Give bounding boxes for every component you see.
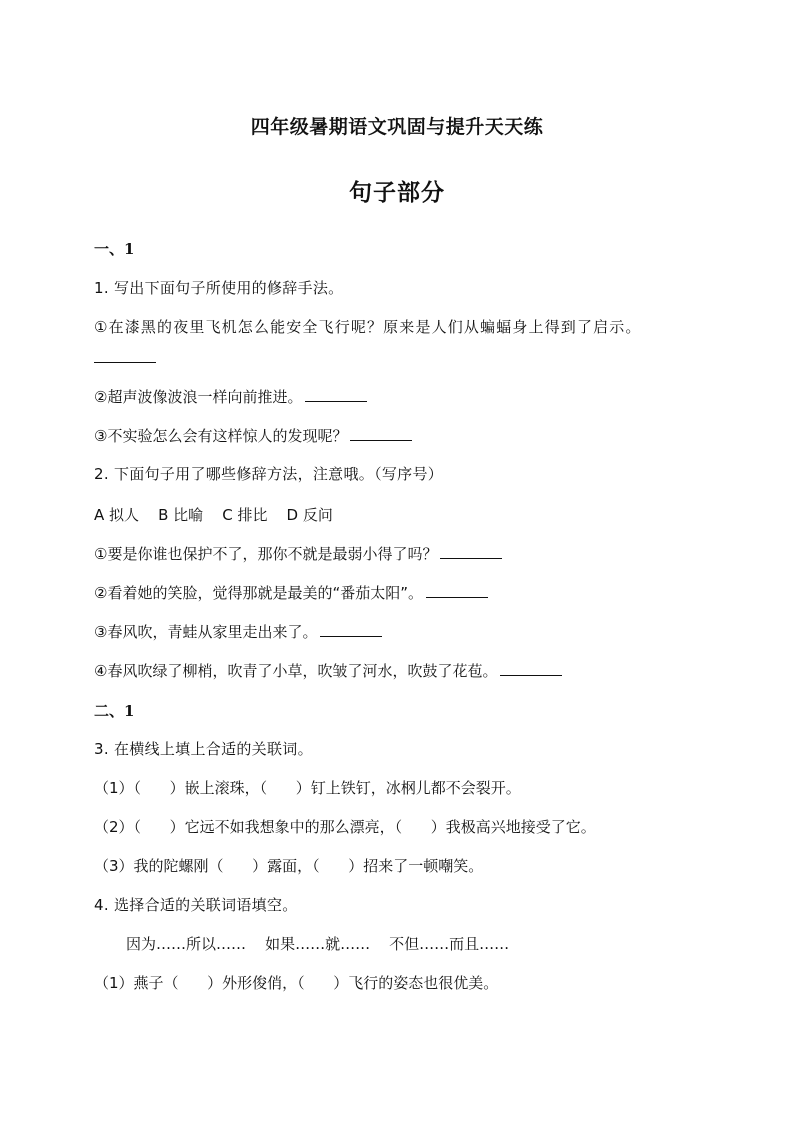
question-2-item-1: ①要是你谁也保护不了，那你不就是最弱小得了吗？ — [94, 545, 438, 563]
question-1-item-3: ③不实验怎么会有这样惊人的发现呢？ — [94, 427, 348, 445]
question-3-item-2: （2）（ ）它远不如我想象中的那么漂亮，（ ）我极高兴地接受了它。 — [94, 818, 596, 836]
section-heading-one: 一、1 — [94, 240, 135, 258]
question-3-item-3: （3）我的陀螺刚（ ）露面，（ ）招来了一顿嘲笑。 — [94, 857, 484, 875]
question-1-item-2-row — [94, 387, 367, 407]
answer-blank-q2-2[interactable] — [426, 583, 488, 598]
question-1-stem: 1. 写出下面句子所使用的修辞手法。 — [94, 279, 344, 297]
question-1-item-3-row — [94, 426, 412, 446]
question-4-options: 因为……所以…… 如果……就…… 不但……而且…… — [126, 935, 510, 953]
question-1-item-2: ②超声波像波浪一样向前推进。 — [94, 388, 303, 406]
question-2-item-2-row — [94, 583, 488, 603]
question-3-stem: 3. 在横线上填上合适的关联词。 — [94, 740, 313, 758]
answer-blank-q1-1[interactable] — [94, 348, 156, 368]
question-1-item-1: ①在漆黑的夜里飞机怎么能安全飞行呢？原来是人们从蝙蝠身上得到了启示。 — [94, 318, 642, 336]
answer-blank-q2-1[interactable] — [440, 544, 502, 559]
question-2-stem: 2. 下面句子用了哪些修辞方法，注意哦。（写序号） — [94, 465, 444, 483]
answer-blank-q2-3[interactable] — [320, 622, 382, 637]
question-2-item-1-row — [94, 544, 502, 564]
section-heading-two: 二、1 — [94, 702, 135, 720]
question-2-options: A 拟人 B 比喻 C 排比 D 反问 — [94, 506, 333, 524]
question-2-item-3-row — [94, 622, 382, 642]
answer-blank-q1-3[interactable] — [350, 426, 412, 441]
section-subtitle: 句子部分 — [349, 179, 445, 206]
question-2-item-2: ②看着她的笑脸，觉得那就是最美的“番茄太阳”。 — [94, 584, 423, 602]
question-4-stem: 4. 选择合适的关联词语填空。 — [94, 896, 298, 914]
question-4-item-1: （1）燕子（ ）外形俊俏，（ ）飞行的姿态也很优美。 — [94, 974, 499, 992]
question-2-item-4: ④春风吹绿了柳梢，吹青了小草，吹皱了河水，吹鼓了花苞。 — [94, 662, 498, 680]
question-3-item-1: （1）（ ）嵌上滚珠，（ ）钉上铁钉，冰㭎儿都不会裂开。 — [94, 779, 521, 797]
document-title: 四年级暑期语文巩固与提升天天练 — [250, 116, 544, 138]
answer-blank-q1-2[interactable] — [305, 387, 367, 402]
question-2-item-4-row — [94, 661, 562, 681]
answer-blank-q2-4[interactable] — [500, 661, 562, 676]
question-2-item-3: ③春风吹，青蛙从家里走出来了。 — [94, 623, 318, 641]
